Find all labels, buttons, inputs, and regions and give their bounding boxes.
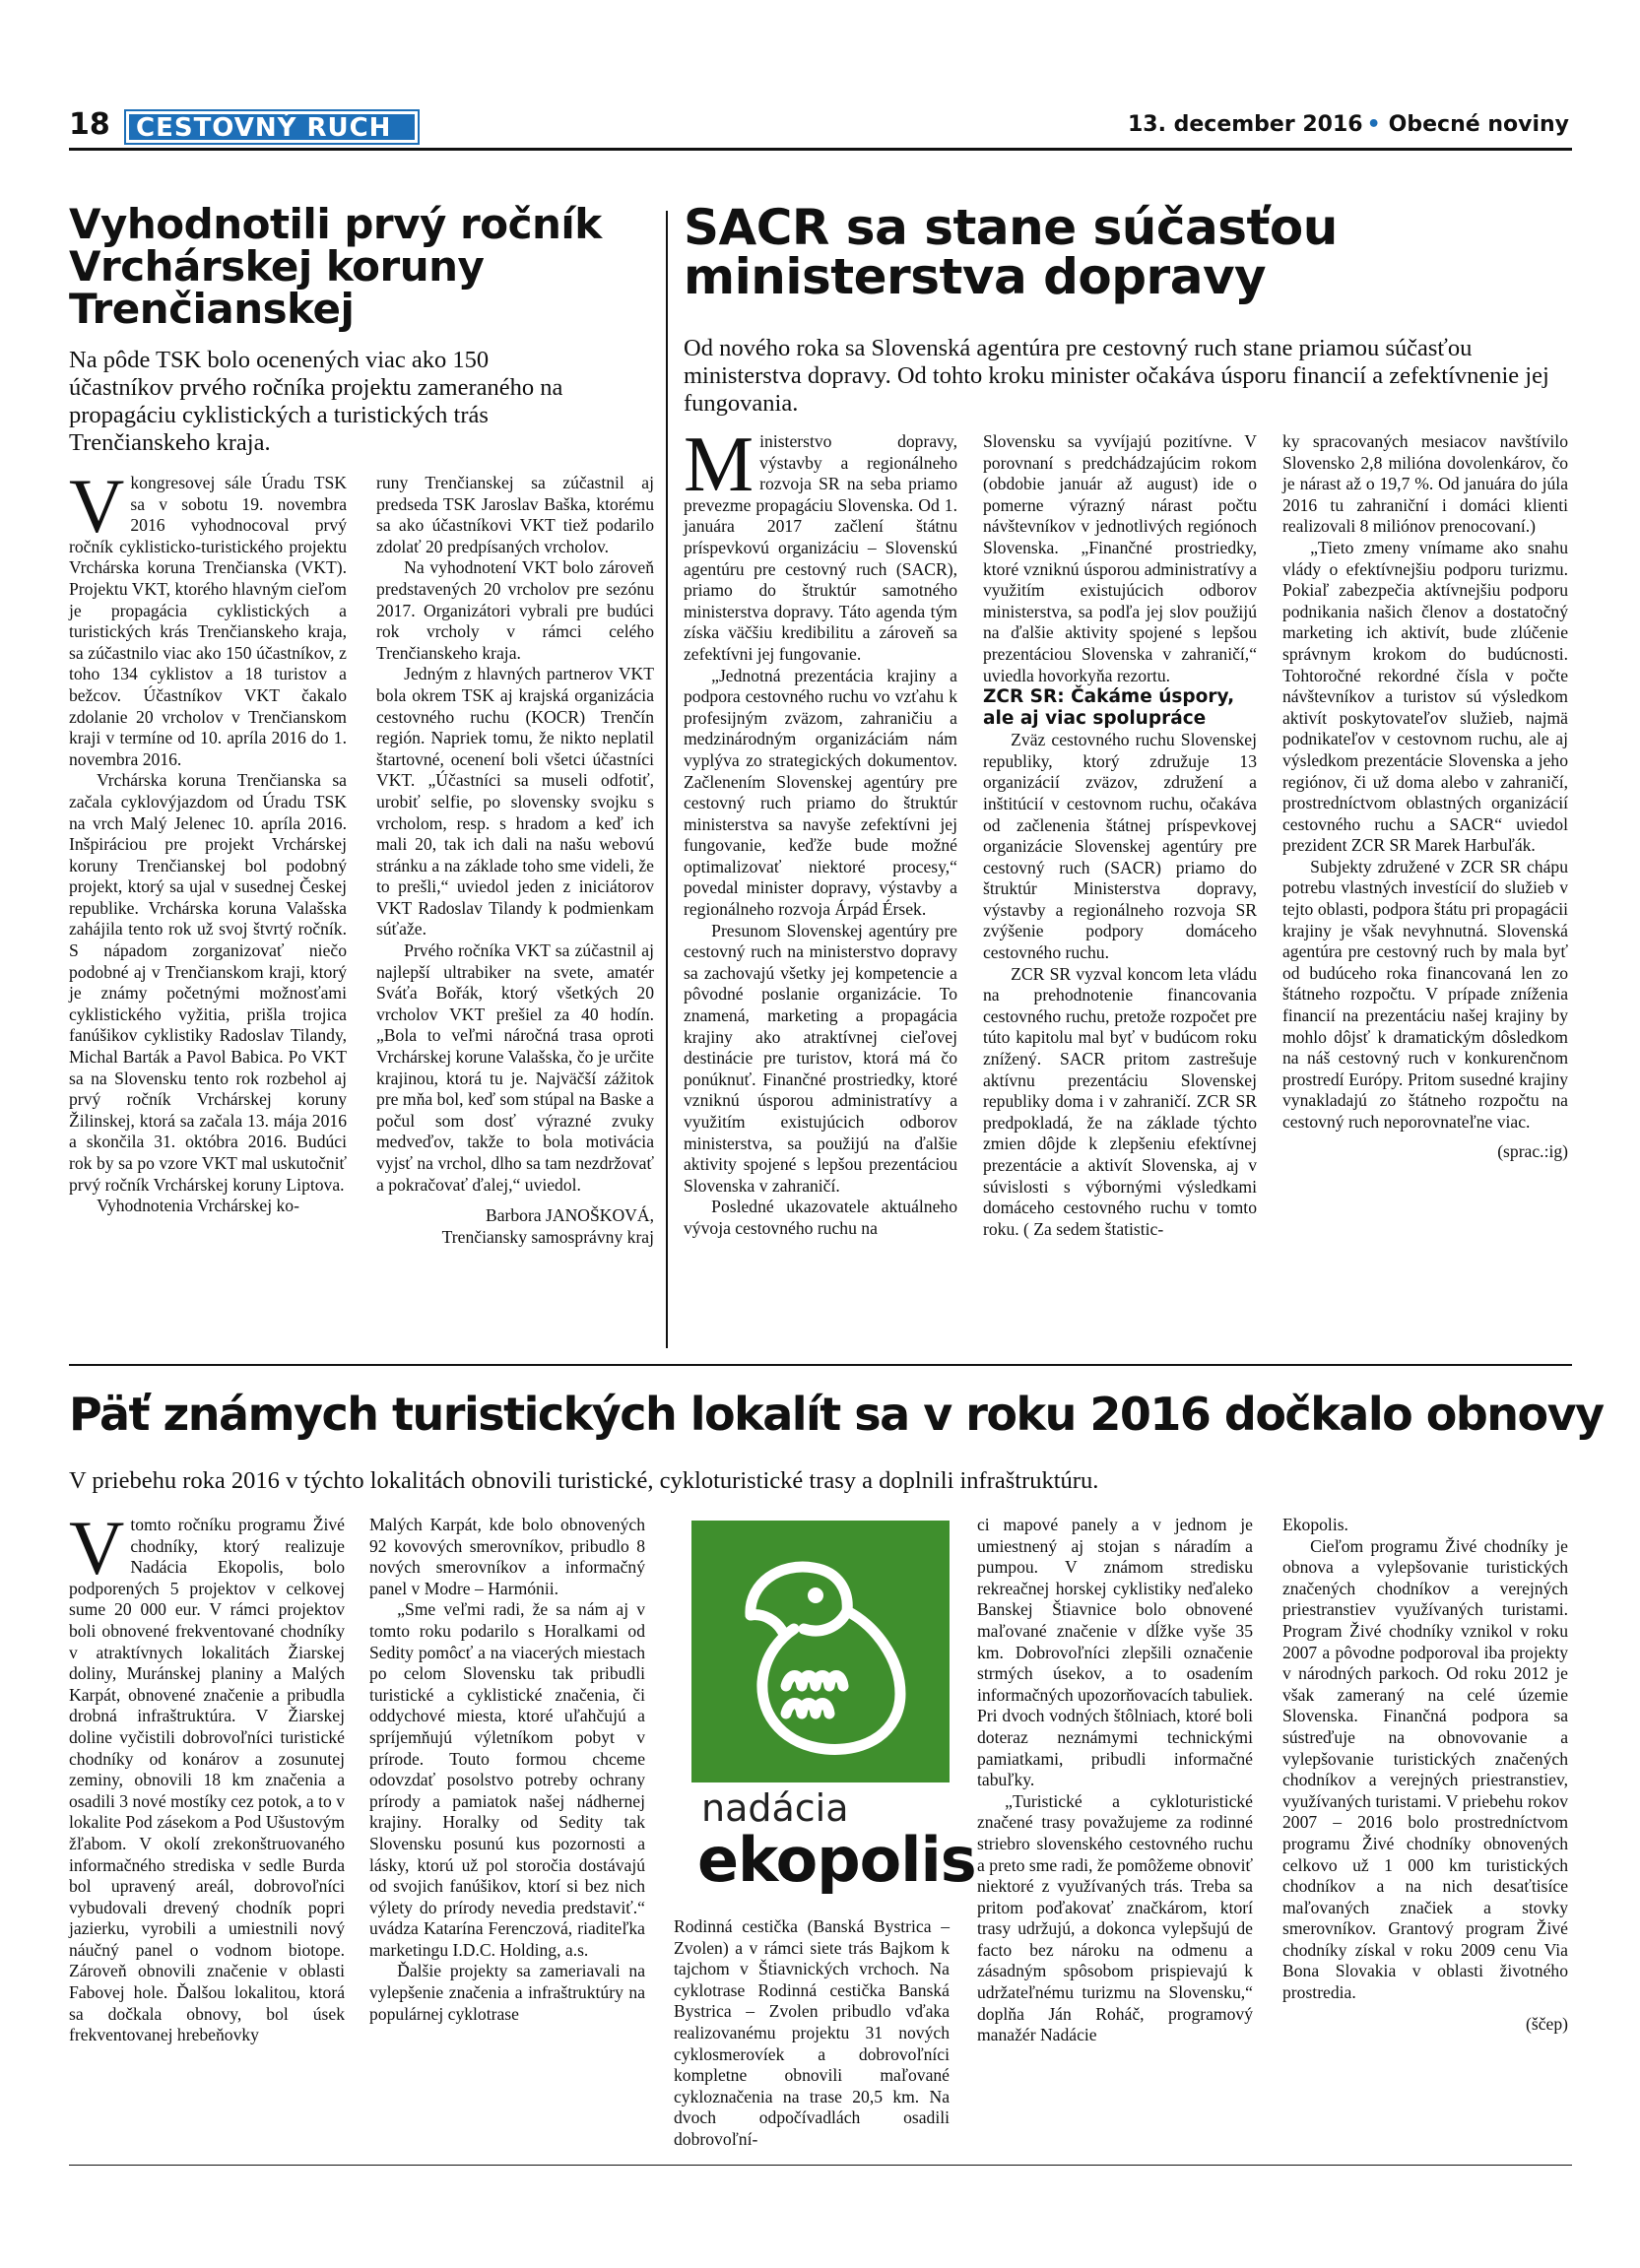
- article1-col2-p4: Prvého ročníka VKT sa zúčastnil aj najlepší ultrabiker na svete, amatér Sváťa Bořák, ktorý všetkých 20 vrcholov VKT prešiel za 40 hodín. „Bola to veľmi náročná trasa oproti Vrchárskej korune Valašska, čo je určite krajinou, ktorá tu je. Najväčší zážitok pre mňa bol, keď som stúpal na Baske a počul som dosť výrazné zvuky medveďov, takže to bola motivácia vyjsť na vrchol, dlho sa tam nezdržovať a pokračovať ďalej,“ uviedol.: [376, 940, 654, 1195]
- article2-col1: [684, 421, 957, 1240]
- article1-col1: [69, 463, 347, 1217]
- article2-col2-p1: Slovensku sa vyvíjajú pozitívne. V porovnaní s predchádzajúcim rokom (obdobie január až august) ide o pomerne výrazný nárast počtu návštevníkov v jednotlivých regiónoch Slovenska. „Finančné prostriedky, ktoré vzniknú úsporou administratívy a využitím existujúcich odborov ministerstva, sa podľa jej slov použijú na ďalšie aktivity spojené s lepšou prezentáciou Slovenska v zahraničí,“ uviedla hovorkyňa rezortu.: [983, 431, 1257, 685]
- article1-col1-p2: Vrchárska koruna Trenčianska sa začala cyklovýjazdom od Úradu TSK na vrch Malý Jelenec 10. apríla 2016. Inšpiráciou pre projekt Vrchárskej koruny Trenčianskej bol podobný projekt, ktorý sa ujal v susednej Českej republike. Vrchárska koruna Valašska zahájila tento rok už svoj štvrtý ročník. S nápadom zorganizovať niečo podobné aj v Trenčianskom kraji, ktorý je známy početnými možnosťami cyklistického vyžitia, prišla trojica fanúšikov cyklistiky Radoslav Tilandy, Michal Barták a Pavol Babica. Po VKT sa na Slovensku tento rok rozbehol aj prvý ročník Vrchárskej koruny Žilinskej, ktorá sa začala 13. mája 2016 a skončila 31. októbra 2016. Budúci rok by sa po vzore VKT mal uskutočniť prvý ročník Vrchárskej koruny Liptova.: [69, 770, 347, 1195]
- section-title: CESTOVNÝ RUCH: [136, 113, 392, 143]
- article3-col5-p1: Ekopolis.: [1282, 1515, 1348, 1534]
- article1-col1-p1: kongresovej sále Úradu TSK sa v sobotu 19. novembra 2016 vyhodnocoval prvý ročník cyklisticko-turistického projektu Vrchárska koruna Trenčianska (VKT). Projektu VKT, ktorého hlavným cieľom je propagácia cyklistických a turistických krás Trenčianskeho kraja, sa zúčastnilo viac ako 150 účastníkov, z toho 134 cyklistov a 18 turistov a bežcov. Účastníkov VKT čakalo zdolanie 20 vrcholov v Trenčianskom kraji v termíne od 10. apríla 2016 do 1. novembra 2016.: [69, 473, 347, 769]
- article3-col3-p1: Rodinná cestička (Banská Bystrica – Zvolen) a v rámci siete trás Bajkom k tajchom v Štiavnických vrchoch. Na cyklotrase Rodinná cestička Banská Bystrica – Zvolen pribudlo vďaka realizovanému projektu 31 nových cyklosmerovíek a dobrovoľníci kompletne obnovili maľované cykloznačenia na trase 20,5 km. Na dvoch odpočívadlách osadili dobrovoľní-: [674, 1916, 950, 2149]
- article1-lead: Na pôde TSK bolo ocenených viac ako 150 účastníkov prvého ročníka projektu zameraného na propagáciu cyklistických a turistických trás Trenčianskeho kraja.: [69, 347, 563, 456]
- article-divider: [666, 211, 668, 1348]
- ekopolis-logo: [691, 1521, 976, 1909]
- article3-col4: [977, 1515, 1253, 2046]
- article1-title-line3: Trenčianskej: [69, 285, 355, 333]
- article3-col5: [1282, 1515, 1568, 2035]
- article3-col1: [69, 1505, 345, 2046]
- article2-col3: [1282, 431, 1568, 1162]
- article2-title-line2: ministerstva dopravy: [684, 248, 1267, 305]
- article3-col4-p1: ci mapové panely a v jednom je umiestnený aj stojan s náradím a pumpou. V známom stredisku rekreačnej horskej cyklistiky neďaleko Banskej Štiavnice bolo obnovené maľované značenie v dĺžke vyše 35 km. Dobrovoľníci zlepšili označenie strmých úsekov, a to osadením informačných upozorňovacích tabuliek. Pri dvoch vodných štôlniach, ktoré boli doteraz neznámymi technickými pamiatkami, pribudli informačné tabuľky.: [977, 1515, 1253, 1790]
- article2-col2: [983, 431, 1257, 1240]
- article2-signature: (sprac.:ig): [1497, 1140, 1568, 1161]
- article2-col3-p2: „Tieto zmeny vnímame ako snahu vlády o efektívnejšiu podporu turizmu. Pokiaľ zabezpečia aktívnejšiu podporu podnikania našich členov a dostatočný marketing ich aktivít, bude zlúčenie správnym krokom do budúcnosti. Tohtoročné rekordné čísla v počte návštevníkov a turistov sú výsledkom aktivít poskytovateľov služieb, najmä podnikateľov v cestovnom ruchu, ale aj výsledkom prezentácie Slovenska a jeho regiónov, či už doma alebo v zahraničí, prostredníctvom oblastných organizácií cestovného ruchu a SACR“ uviedol prezident ZCR SR Marek Harbuľák.: [1282, 537, 1568, 856]
- article1-col1-p3: Vyhodnotenia Vrchárskej ko-: [97, 1196, 299, 1216]
- article1-author: Barbora JANOŠKOVÁ,: [485, 1205, 654, 1226]
- article3-lead: V priebehu roka 2016 v týchto lokalitách obnovili turistické, cykloturistické trasy a doplnili infraštruktúru.: [69, 1467, 1099, 1494]
- article2-col3-p3: Subjekty združené v ZCR SR chápu potrebu vlastných investícií do služieb v tejto oblasti, podpora štátu pri propagácii krajiny je však nevyhnutná. Slovenská agentúra pre cestovný ruch by mala byť od budúceho roka financovaná len zo štátneho rozpočtu. V prípade zníženia financií na prezentáciu našej krajiny by mohlo dôjsť k dramatickým dôsledkom na náš cestovný ruch v konkurenčnom prostredí Európy. Pritom susedné krajiny vynakladajú zo štátneho rozpočtu na cestovný ruch neporovnateľne viac.: [1282, 856, 1568, 1132]
- article3-title: Päť známych turistických lokalít sa v roku 2016 dočkalo obnovy: [69, 1388, 1604, 1441]
- article3-col2-p3: Ďalšie projekty sa zameriavali na vylepšenie značenia a infraštruktúry na populárnej cyklotrase: [369, 1961, 645, 2024]
- article1-col2-p3: Jedným z hlavných partnerov VKT bola okrem TSK aj krajská organizácia cestovného ruchu (KOCR) Trenčín región. Napriek tomu, že nikto neplatil štartovné, ocenení boli všetci účastníci VKT. „Účastníci sa museli odfotiť, urobiť selfie, po slovensky svojku s vrcholom, resp. s hradom a keď ich mali 20, tak ich dali na našu webovú stránku a na základe toho sme videli, že to prešli,“ uviedol jeden z iniciátorov VKT Radoslav Tilandy k podmienkam súťaže.: [376, 664, 654, 940]
- article2-col2-p3: ZCR SR vyzval koncom leta vládu na prehodnotenie financovania cestovného ruchu, pretože rozpočet pre túto kapitolu mal byť v budúcom roku znížený. SACR pritom zastrešuje aktívnu prezentáciu Slovenskej republiky doma i v zahraničí. ZCR SR predpokladá, že na základe týchto zmien dôjde k zlepšeniu efektívnej prezentácie a aktivít Slovenska, aj v súvislosti s výbornými výsledkami domáceho cestovného ruchu v tomto roku. ( Za sedem štatistic-: [983, 963, 1257, 1239]
- article3-col4-p2: „Turistické a cykloturistické značené trasy považujeme za rodinné striebro slovenského cestovného ruchu a preto sme radi, že pomôžeme obnoviť niektoré z využívaných trás. Treba sa pritom poďakovať značkárom, ktorí trasy udržujú, a dokonca vylepšujú de facto bez nároku na odmenu a zásadným spôsobom prispievajú k udržateľnému turizmu na Slovensku,“ doplňa Ján Roháč, programový manažér Nadácie: [977, 1790, 1253, 2045]
- article1-col2: [376, 473, 654, 1248]
- bullet-icon: •: [1366, 112, 1381, 137]
- footer-rule: [69, 2165, 1572, 2166]
- article3-col2-p1: Malých Karpát, kde bolo obnovených 92 kovových smerovníkov, pribudlo 8 nových smerovníkov a informačný panel v Modre – Harmónii.: [369, 1515, 645, 1598]
- article2-col1-p3: Presunom Slovenskej agentúry pre cestovný ruch na ministerstvo dopravy sa zachovajú všetky jej kompetencie a pôvodné poslanie organizácie. To znamená, marketing a propagácia krajiny ako atraktívnej cieľovej destinácie pre turistov, ktorá má čo ponúknuť. Finančné prostriedky, ktoré vzniknú úsporou administratívy a využitím existujúcich odborov ministerstva, sa použijú na ďalšie aktivity spojené s lepšou prezentáciou Slovenska v zahraničí.: [684, 920, 957, 1196]
- article2-col1-p2: „Jednotná prezentácia krajiny a podpora cestovného ruchu vo vzťahu k profesijným zväzom, zahraničiu a medzinárodným organizáciám nám vyplýva zo strategických dokumentov. Začlenením Slovenskej agentúry pre cestovný ruch priamo do štruktúr ministerstva sa navyše zefektívni jej fungovanie, keďže bude možné optimalizovať niektoré procesy,“ povedal minister dopravy, výstavby a regionálneho rozvoja Árpád Érsek.: [684, 665, 957, 920]
- bird-icon: [691, 1521, 950, 1777]
- article1-dropcap: V: [69, 463, 125, 549]
- article3-col2: [369, 1515, 645, 2025]
- article2-title: [684, 199, 1570, 305]
- bird-eye: [808, 1588, 823, 1603]
- issue-date: 13. december 2016: [1128, 112, 1363, 137]
- logo-line2: ekopolis: [697, 1824, 976, 1896]
- logo-line1: nadácia: [701, 1786, 849, 1830]
- article1-author-org: Trenčiansky samosprávny kraj: [441, 1226, 654, 1247]
- article3-dropcap: V: [69, 1505, 125, 1590]
- article2-col2-p2: Zväz cestovného ruchu Slovenskej republiky, ktorý združuje 13 organizácií zväzov, združení a inštitúcií v cestovnom ruchu, očakáva od začlenenia štátnej príspevkovej organizácie Slovenskej agentúry pre cestovný ruch (SACR) priamo do štruktúr Ministerstva dopravy, výstavby a regionálneho rozvoja SR zvýšenie podpory domáceho cestovného ruchu.: [983, 730, 1257, 963]
- page-number: 18: [69, 107, 110, 142]
- publication-name: Obecné noviny: [1388, 112, 1569, 137]
- section-rule: [69, 1364, 1572, 1366]
- article2-title-line1: SACR sa stane súčasťou: [684, 199, 1338, 256]
- article2-col1-p4: Posledné ukazovatele aktuálneho vývoja cestovného ruchu na: [684, 1197, 957, 1238]
- article1-title-line2: Vrchárskej koruny: [69, 242, 485, 291]
- article3-col3: [674, 1916, 950, 2151]
- article1-col2-p1: runy Trenčianskej sa zúčastnil aj predseda TSK Jaroslav Baška, ktorému sa ako účastníkovi VKT tiež podarilo zdolať 20 predpísaných vrcholov.: [376, 473, 654, 556]
- article2-dropcap: M: [684, 421, 754, 508]
- article1-title-line1: Vyhodnotili prvý ročník: [69, 200, 602, 248]
- article2-subhead: ZCR SR: Čakáme úspory, ale aj viac spolupráce: [983, 686, 1235, 730]
- article2-lead: Od nového roka sa Slovenská agentúra pre cestovný ruch stane priamou súčasťou ministerstva dopravy. Od tohto kroku minister očakáva úsporu financií a zefektívnenie jej fungovania.: [684, 335, 1549, 417]
- section-banner: [124, 109, 420, 145]
- header-right: [1128, 110, 1569, 140]
- article1-col2-p2: Na vyhodnotení VKT bolo zároveň predstavených 20 vrcholov pre sezónu 2017. Organizátori vybrali pre budúci rok vrcholy v rámci celého Trenčianskeho kraja.: [376, 557, 654, 663]
- article3-signature: (ščep): [1526, 2013, 1568, 2034]
- article3-col5-p2: Cieľom programu Živé chodníky je obnova a vylepšovanie turistických značených chodníkov a verejných priestranstiev využívaných turistami. Program Živé chodníky vznikol v roku 2007 a pôvodne podporoval iba projekty v národných parkoch. Od roku 2012 je však zameraný na celé územie Slovenska. Finančná podpora sa sústreďuje na obnovovanie a vylepšovanie turistických značených chodníkov a verejných priestranstiev, využívaných turistami. V priebehu rokov 2007 – 2016 bolo prostredníctvom programu Živé chodníky obnovených celkovo už 1 000 km turistických chodníkov a na nich desaťtisíce maľovaných značiek a stovky smerovníkov. Grantový program Živé chodníky získal v roku 2009 cenu Via Bona Slovakia v oblasti životného prostredia.: [1282, 1535, 1568, 2003]
- article2-col3-p1: ky spracovaných mesiacov navštívilo Slovensko 2,8 milióna dovolenkárov, čo je nárast až o 19,7 %. Od januára do júla 2016 tu zahraniční i domáci klienti realizovali 8 miliónov prenocovaní.): [1282, 431, 1568, 537]
- article3-col2-p2: „Sme veľmi radi, že sa nám aj v tomto roku podarilo s Horalkami od Sedity pomôcť a na viacerých miestach po celom Slovensku tak pribudli turistické a cyklistické značenia, či oddychové miesta, ktoré uľahčujú a spríjemňujú výletníkom pobyt v prírode. Touto formou chceme odovzdať posolstvo potreby ochrany prírody a pamiatok našej nádhernej krajiny. Horalky od Sedity tak Slovensku posunú kus pozornosti a lásky, ktorú už pol storočia dostávajú od svojich fanúšikov, ktorí si bez nich výlety do prírody nevedia predstaviť.“ uvádza Katarína Ferenczová, riaditeľka marketingu I.D.C. Holding, a.s.: [369, 1599, 645, 1960]
- article1-title: [69, 200, 660, 333]
- article3-col1-p1: tomto ročníku programu Živé chodníky, ktorý realizuje Nadácia Ekopolis, bolo podporených 5 projektov v celkovej sume 20 000 eur. V rámci projektov boli obnovené frekventované chodníky v atraktívnych lokalitách Žiarskej doliny, Muránskej planiny a Malých Karpát, obnovené značenie a pribudla drobná infraštruktúra. V Žiarskej doline vyčistili dobrovoľníci turistické chodníky od konárov a zosunutej zeminy, obnovili 18 km značenia a osadili 3 nové mostíky cez potok, a to v lokalite Pod zásekom a Pod Ušustovým žľabom. V okolí zrekonštruovaného informačného strediska v sedle Burda bol upravený areál, dobrovoľníci vybudovali drevený chodník popri jazierku, vyrobili a umiestnili nový náučný panel o vodnom biotope. Zároveň obnovili značenie v oblasti Fabovej hole. Ďalšou lokalitou, ktorá sa dočkala obnovy, bol úsek frekventovanej hrebeňovky: [69, 1515, 345, 2045]
- article2-col1-p1: inisterstvo dopravy, výstavby a regionálneho rozvoja SR na seba priamo prevezme propagáciu Slovenska. Od 1. januára 2017 začlení štátnu príspevkovú organizáciu – Slovenskú agentúru pre cestovný ruch (SACR), priamo do štruktúr samotného ministerstva dopravy. Táto agenda tým získa väčšiu kredibilitu a zároveň sa zefektívni jej fungovanie.: [684, 431, 957, 664]
- header-rule: [69, 148, 1572, 151]
